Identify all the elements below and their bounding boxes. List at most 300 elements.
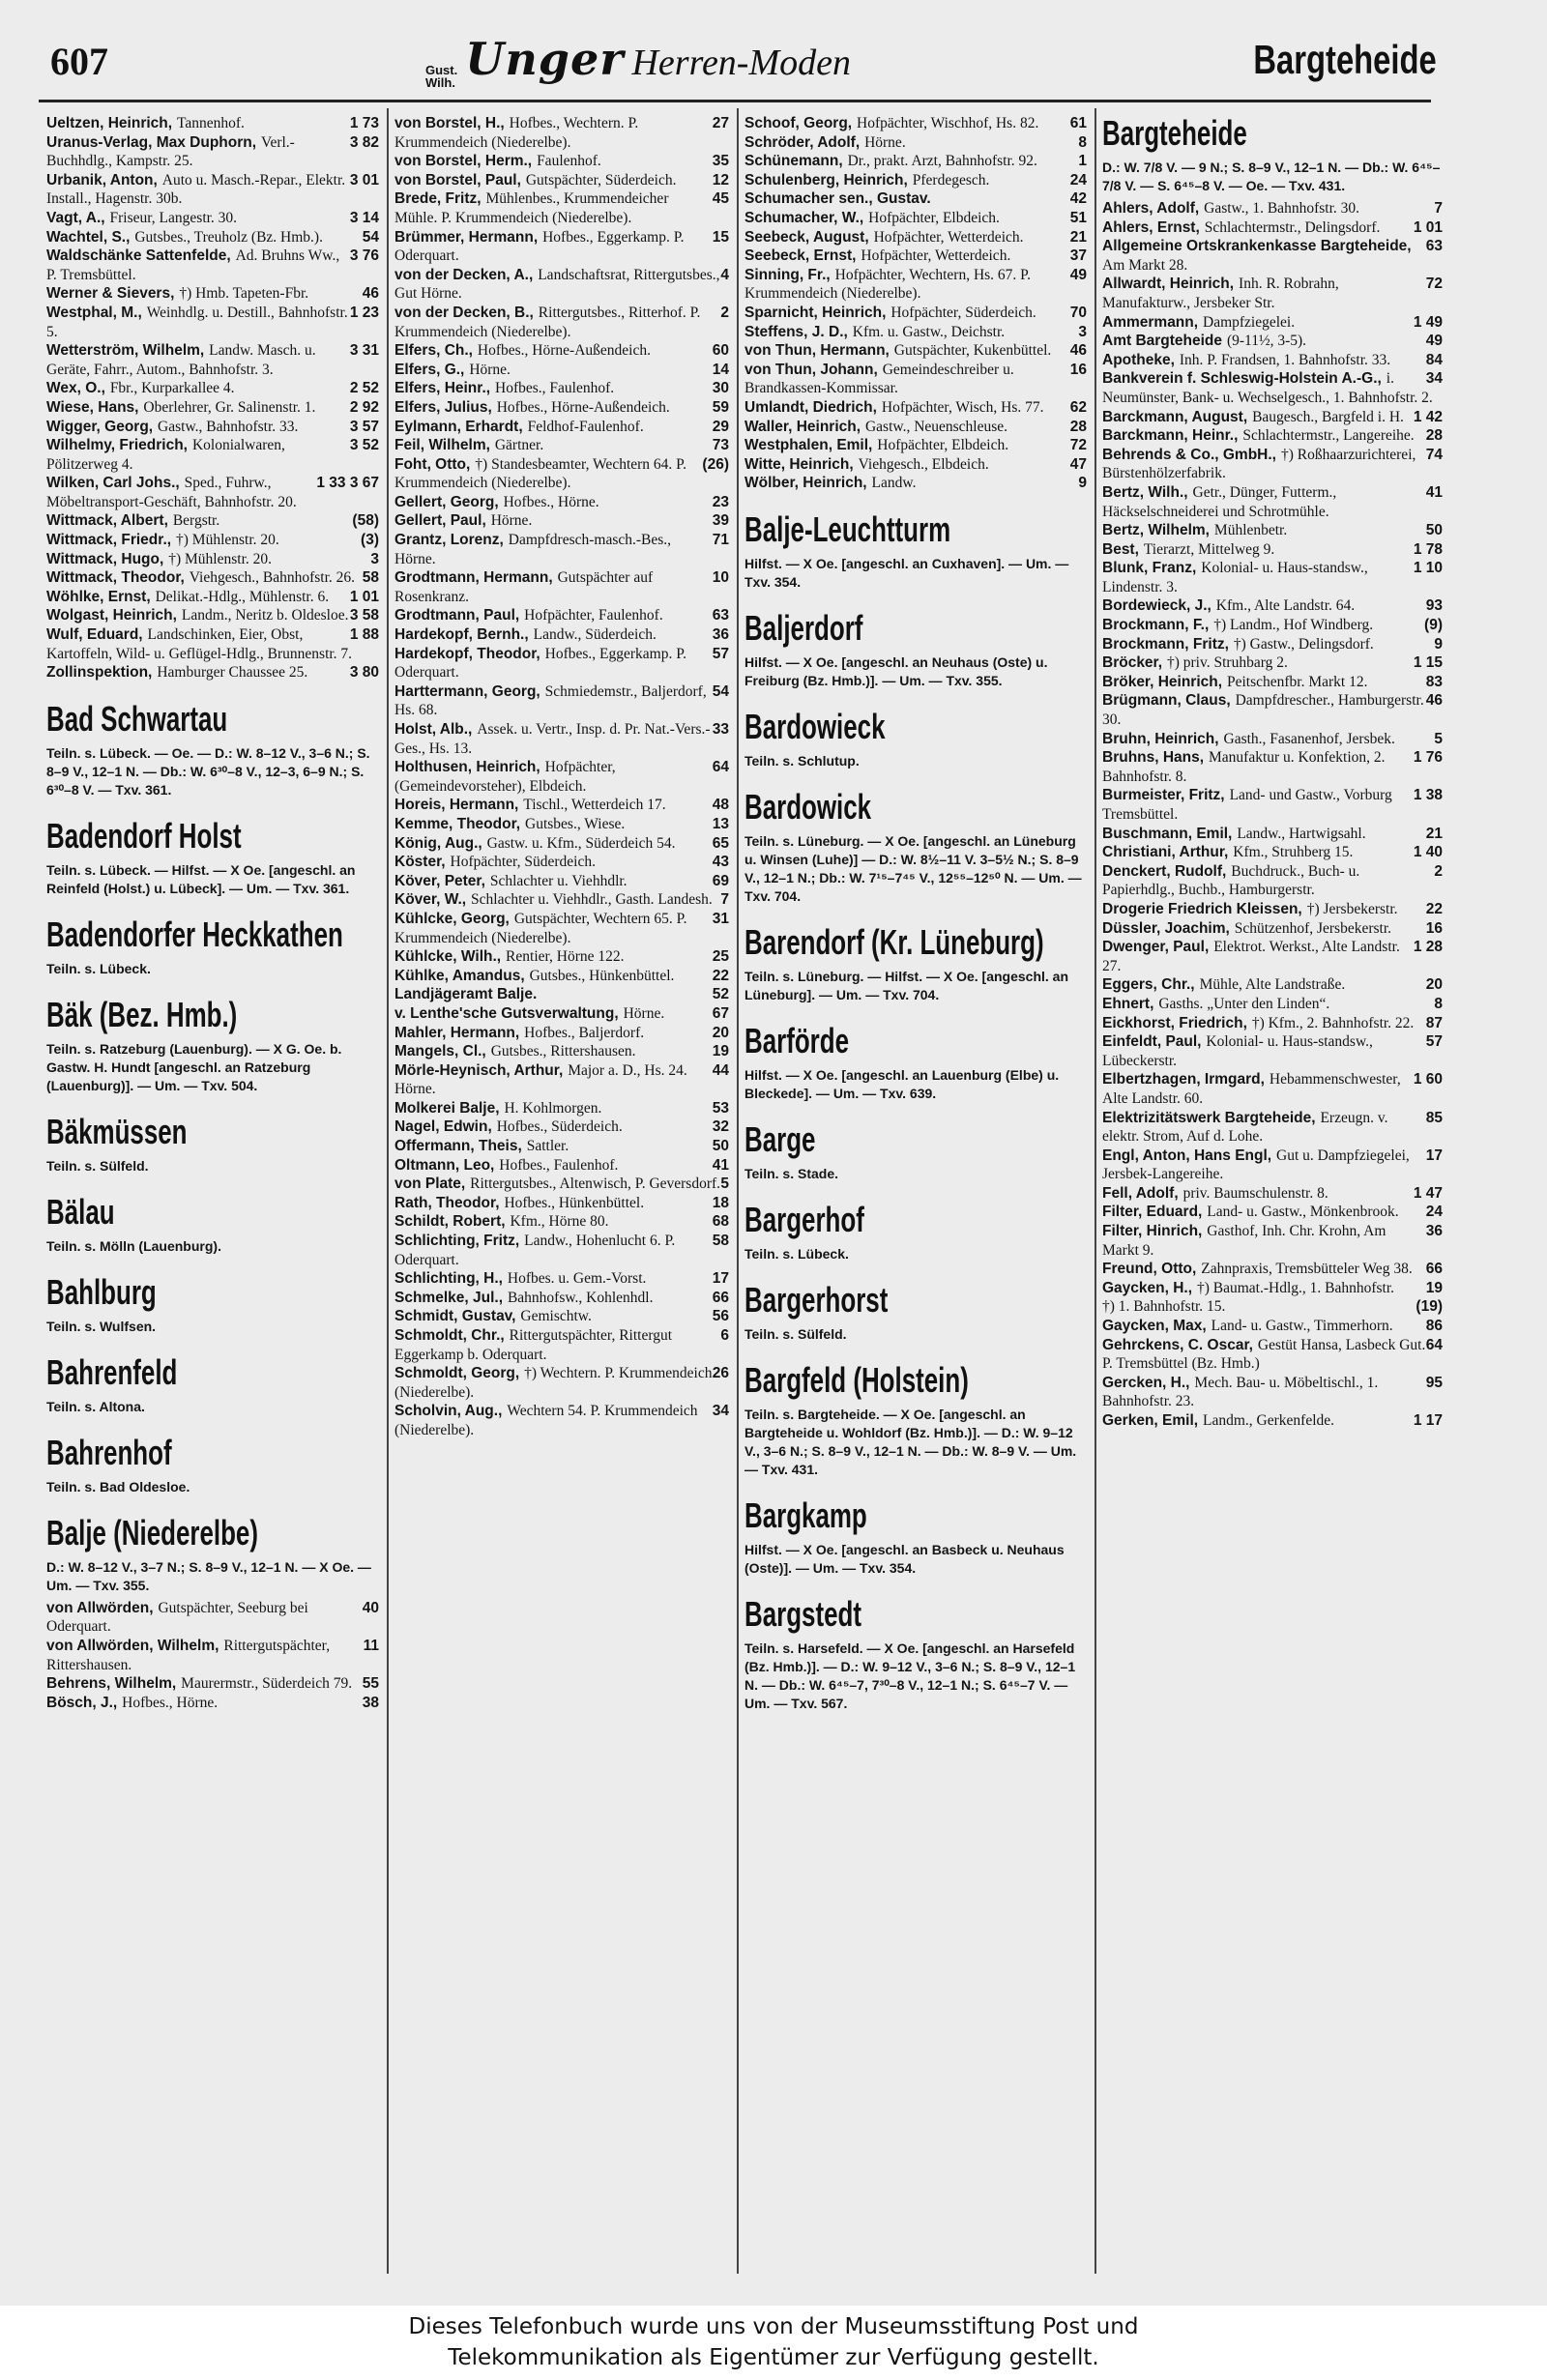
subscriber-details: Rittergutsbes., Altenwisch, P. Geversdorf. bbox=[470, 1175, 721, 1193]
directory-entry bbox=[46, 1637, 379, 1674]
directory-entry bbox=[1102, 559, 1443, 596]
subscriber-details: †) Roßhaarzurichterei, Bürstenhölzerfabrik. bbox=[1102, 446, 1416, 482]
exchange-note: Teiln. s. Stade. bbox=[744, 1165, 838, 1181]
directory-entry bbox=[46, 398, 379, 418]
exchange-note: Teiln. s. Sülfeld. bbox=[744, 1325, 847, 1342]
subscriber-name: Elfers, G., bbox=[394, 361, 465, 378]
phone-number: 1 10 bbox=[1413, 560, 1443, 577]
subscriber-details: Kolonialwaren, Pölitzerweg 4. bbox=[46, 437, 285, 473]
subscriber-name: von Allwörden, bbox=[46, 1599, 154, 1616]
place-heading: Badendorf Holst bbox=[46, 815, 242, 856]
phone-number: 24 bbox=[1069, 171, 1087, 189]
exchange-note: Teiln. s. Mölln (Lauenburg). bbox=[46, 1237, 221, 1254]
subscriber-details: †) Hmb. Tapeten-Fbr. bbox=[179, 285, 309, 303]
subscriber-details: Kfm. u. Gastw., Deichstr. bbox=[852, 323, 1006, 340]
column-divider bbox=[1095, 108, 1096, 2274]
subscriber-name: Köster, bbox=[394, 854, 446, 871]
directory-entry bbox=[1102, 1222, 1443, 1260]
subscriber-details: Elektrot. Werkst., Alte Landstr. 27. bbox=[1102, 939, 1400, 974]
subscriber-name: Wittmack, Theodor, bbox=[46, 569, 185, 587]
subscriber-details: Hofpächter, Wetterdeich. bbox=[873, 228, 1024, 246]
subscriber-name: Ammermann, bbox=[1102, 313, 1199, 331]
subscriber-details: Weinhdlg. u. Destill., Bahnhofstr. 5. bbox=[46, 304, 348, 340]
directory-entry bbox=[1102, 900, 1443, 919]
subscriber-name: Mahler, Hermann, bbox=[394, 1024, 520, 1041]
phone-number: 3 76 bbox=[349, 247, 379, 265]
exchange-note: Hilfst. — X Oe. [angeschl. an Lauenburg (Elbe) u. Bleckede]. — Um. — Txv. 639. bbox=[744, 1066, 1060, 1101]
subscriber-details: Tierarzt, Mittelweg 9. bbox=[1143, 540, 1275, 558]
subscriber-name: Gerken, Emil, bbox=[1102, 1412, 1199, 1429]
exchange-note: Hilfst. — X Oe. [angeschl. an Cuxhaven]. — Um. — Txv. 354. bbox=[744, 555, 1069, 590]
phone-number: 3 58 bbox=[349, 607, 379, 624]
phone-number: 1 76 bbox=[1413, 749, 1443, 767]
subscriber-name: Schildt, Robert, bbox=[394, 1213, 506, 1231]
subscriber-name: Grodtmann, Hermann, bbox=[394, 569, 553, 587]
directory-entry bbox=[394, 1289, 729, 1308]
subscriber-name: Brockmann, Fritz, bbox=[1102, 635, 1229, 653]
phone-number: 41 bbox=[712, 1156, 729, 1174]
directory-entry bbox=[1102, 369, 1443, 407]
subscriber-name: Bröker, Heinrich, bbox=[1102, 673, 1223, 690]
subscriber-details: Mühlenbes., Krummendeicher Mühle. P. Krummendeich (Niederelbe). bbox=[394, 190, 669, 226]
subscriber-name: Elektrizitätswerk Bargteheide, bbox=[1102, 1109, 1316, 1126]
subscriber-name: Denckert, Rudolf, bbox=[1102, 862, 1227, 880]
subscriber-details: Hofpächter, Süderdeich. bbox=[450, 854, 596, 871]
subscriber-name: Schmoldt, Chr., bbox=[394, 1327, 505, 1344]
subscriber-name: Barckmann, Heinr., bbox=[1102, 427, 1239, 445]
subscriber-name: Seebeck, August, bbox=[744, 228, 869, 246]
subscriber-details: Gut u. Dampfziegelei, Jersbek-Langereihe. bbox=[1102, 1146, 1410, 1183]
phone-number: 12 bbox=[712, 171, 729, 189]
subscriber-name: Bertz, Wilh., bbox=[1102, 483, 1188, 501]
subscriber-details: Landw. Masch. u. Geräte, Fahrr., Autom., Bahnhofstr. 3. bbox=[46, 342, 316, 378]
phone-number: 61 bbox=[1069, 115, 1087, 131]
subscriber-details: Gastw., Bahnhofstr. 33. bbox=[158, 418, 299, 435]
directory-entry bbox=[1102, 919, 1443, 939]
directory-entry bbox=[1102, 825, 1443, 844]
subscriber-details: Hörne. bbox=[623, 1004, 665, 1022]
directory-entry bbox=[1102, 862, 1443, 900]
directory-entry bbox=[394, 1175, 729, 1194]
place-heading: Bargerhof bbox=[744, 1199, 864, 1239]
directory-entry bbox=[1102, 1260, 1443, 1279]
place-heading: Barendorf (Kr. Lüneburg) bbox=[744, 921, 1044, 962]
place-heading: Balje-Leuchtturm bbox=[744, 508, 951, 549]
directory-entry bbox=[744, 361, 1087, 398]
subscriber-name: Eggers, Chr., bbox=[1102, 976, 1195, 994]
subscriber-name: von Borstel, Herm., bbox=[394, 153, 533, 170]
page-number: 607 bbox=[50, 40, 108, 83]
exchange-note: Teiln. s. Bargteheide. — X Oe. [angeschl. an Bargteheide u. Wohldorf (Bz. Hmb.)]. — D.: W. 9–12 V., 3–6 N.; S. 8–9 V., 12–1 N. — Db.: W. 8–9 V. — Um. — Txv. 431. bbox=[744, 1406, 1077, 1477]
subscriber-details: Sped., Fuhrw., Möbeltransport-Geschäft, Bahnhofstr. 20. bbox=[46, 475, 297, 510]
subscriber-details: Landm., Neritz b. Oldesloe. bbox=[181, 607, 349, 624]
subscriber-name: Schlichting, Fritz, bbox=[394, 1233, 520, 1250]
phone-number: 1 23 bbox=[349, 304, 379, 321]
directory-entry bbox=[46, 304, 379, 341]
phone-number: 16 bbox=[1069, 361, 1087, 378]
subscriber-name: Zollinspektion, bbox=[46, 664, 153, 682]
phone-number: 21 bbox=[1425, 825, 1443, 842]
directory-entry bbox=[1102, 1411, 1443, 1431]
phone-number: 28 bbox=[1425, 427, 1443, 445]
subscriber-name: Schmelke, Jul., bbox=[394, 1289, 503, 1306]
directory-entry bbox=[1102, 673, 1443, 692]
subscriber-name: Wittmack, Albert, bbox=[46, 512, 168, 530]
directory-entry bbox=[394, 1194, 729, 1213]
phone-number: 36 bbox=[712, 626, 729, 644]
subscriber-name: Köver, Peter, bbox=[394, 872, 485, 889]
subscriber-name: von Plate, bbox=[394, 1175, 466, 1193]
phone-number: 57 bbox=[1425, 1033, 1443, 1051]
phone-number: 3 01 bbox=[349, 171, 379, 189]
directory-entry bbox=[394, 910, 729, 947]
directory-entry bbox=[394, 853, 729, 872]
directory-entry bbox=[394, 1326, 729, 1364]
subscriber-details: Hofpächter, Wetterdeich. bbox=[861, 247, 1011, 265]
directory-entry bbox=[46, 474, 379, 511]
header-rule bbox=[39, 100, 1431, 102]
directory-entry bbox=[46, 1599, 379, 1637]
subscriber-name: Sinning, Fr., bbox=[744, 266, 831, 283]
subscriber-name: Landjägeramt Balje. bbox=[394, 986, 538, 1003]
directory-entry bbox=[394, 455, 729, 493]
subscriber-details: Land- u. Gastw., Timmerhorn. bbox=[1211, 1318, 1393, 1335]
directory-entry bbox=[394, 171, 729, 190]
subscriber-details: priv. Baumschulenstr. 8. bbox=[1182, 1184, 1328, 1202]
place-heading: Bargfeld (Holstein) bbox=[744, 1359, 969, 1400]
subscriber-details: †) Mühlenstr. 20. bbox=[168, 550, 273, 567]
phone-number: 47 bbox=[1069, 455, 1087, 473]
directory-entry bbox=[744, 341, 1087, 361]
place-heading: Balje (Niederelbe) bbox=[46, 1512, 258, 1553]
directory-entry bbox=[394, 682, 729, 720]
directory-entry bbox=[744, 209, 1087, 228]
subscriber-details: Land- und Gastw., Vorburg Tremsbüttel. bbox=[1102, 787, 1392, 823]
directory-entry bbox=[1102, 1336, 1443, 1374]
subscriber-name: Behrends & Co., GmbH., bbox=[1102, 446, 1276, 463]
phone-number: 1 42 bbox=[1413, 408, 1443, 425]
subscriber-name: Molkerei Balje, bbox=[394, 1099, 500, 1117]
subscriber-details: Schützenhof, Jersbekerstr. bbox=[1234, 919, 1392, 937]
phone-number: 65 bbox=[712, 834, 729, 852]
subscriber-name: Dwenger, Paul, bbox=[1102, 939, 1210, 956]
phone-number: 46 bbox=[1425, 692, 1443, 710]
phone-number: 68 bbox=[712, 1213, 729, 1231]
subscriber-details: Hofpächter, Elbdeich. bbox=[877, 437, 1009, 454]
directory-entry bbox=[394, 815, 729, 834]
directory-entry bbox=[1102, 748, 1443, 786]
directory-entry bbox=[1102, 1146, 1443, 1184]
phone-number: 41 bbox=[1425, 483, 1443, 501]
directory-entry bbox=[46, 588, 379, 607]
phone-number: 3 31 bbox=[349, 342, 379, 360]
directory-entry bbox=[744, 323, 1087, 342]
exchange-note: Teiln. s. Lübeck. bbox=[744, 1245, 849, 1262]
subscriber-details: Mech. Bau- u. Möbeltischl., 1. Bahnhofstr. 23. bbox=[1102, 1374, 1379, 1410]
phone-number: 73 bbox=[712, 437, 729, 454]
phone-number: 33 bbox=[712, 721, 729, 738]
subscriber-details: Inh. R. Robrahn, Manufakturw., Jersbeker Str. bbox=[1102, 276, 1339, 311]
subscriber-details: Hofpächter, Faulenhof. bbox=[524, 607, 663, 624]
phone-number: 53 bbox=[712, 1099, 729, 1117]
directory-entry bbox=[1102, 1070, 1443, 1108]
running-place-heading: Bargteheide bbox=[1253, 37, 1437, 82]
subscriber-details: Baugesch., Bargfeld i. H. bbox=[1252, 408, 1404, 425]
phone-number: 1 17 bbox=[1413, 1412, 1443, 1429]
directory-entry bbox=[46, 379, 379, 398]
subscriber-name: von Thun, Hermann, bbox=[744, 342, 890, 360]
subscriber-details: Kolonial- u. Haus-standsw., Lindenstr. 3. bbox=[1102, 560, 1368, 595]
exchange-note: Teiln. s. Lübeck. — Oe. — D.: W. 8–12 V., 3–6 N.; S. 8–9 V., 12–1 N. — Db.: W. 6³⁰–8 V., 12–3, 6–9 N.; S. 6³⁰–8 V. — Txv. 361. bbox=[46, 744, 370, 798]
subscriber-name: Vagt, A., bbox=[46, 209, 105, 226]
phone-number: 32 bbox=[712, 1118, 729, 1136]
phone-number: 2 52 bbox=[349, 380, 379, 397]
directory-entry bbox=[46, 436, 379, 474]
subscriber-details: Auto u. Masch.-Repar., Elektr. Install., Hagenstr. 30b. bbox=[46, 171, 346, 208]
subscriber-name: Offermann, Theis, bbox=[394, 1138, 522, 1155]
subscriber-details: Landw., Süderdeich. bbox=[533, 626, 657, 644]
directory-column-1 bbox=[46, 114, 379, 2299]
subscriber-details: Dr., prakt. Arzt, Bahnhofstr. 92. bbox=[847, 153, 1037, 170]
subscriber-details: Gutsbes., Rittershausen. bbox=[490, 1043, 636, 1060]
subscriber-name: Waldschänke Sattenfelde, bbox=[46, 247, 231, 265]
phone-number: 40 bbox=[362, 1599, 379, 1616]
subscriber-details: Gasths. „Unter den Linden“. bbox=[1158, 995, 1330, 1012]
subscriber-details: Gutsbes., Treuholz (Bz. Hmb.). bbox=[134, 228, 323, 246]
directory-entry bbox=[394, 152, 729, 171]
subscriber-details: Major a. D., Hs. 24. Hörne. bbox=[394, 1061, 687, 1098]
subscriber-name: von Allwörden, Wilhelm, bbox=[46, 1638, 219, 1654]
subscriber-name: Kühlke, Amandus, bbox=[394, 967, 525, 984]
subscriber-details: Hofbes. u. Gem.-Vorst. bbox=[507, 1270, 647, 1288]
directory-entry bbox=[46, 247, 379, 284]
subscriber-name: Uranus-Verlag, Max Duphorn, bbox=[46, 133, 257, 151]
phone-number: 74 bbox=[1425, 446, 1443, 463]
subscriber-details: Land- u. Gastw., Mönkenbrook. bbox=[1207, 1204, 1399, 1221]
subscriber-details: Dampfziegelei. bbox=[1203, 313, 1296, 331]
subscriber-details: Schlachtermstr., Delingsdorf. bbox=[1204, 218, 1381, 236]
phone-number: 66 bbox=[712, 1289, 729, 1306]
directory-entry bbox=[46, 171, 379, 209]
subscriber-details: Manufaktur u. Konfektion, 2. Bahnhofstr. 8. bbox=[1102, 749, 1386, 785]
subscriber-name: Amt Bargteheide bbox=[1102, 333, 1223, 350]
place-heading: Bargteheide bbox=[1102, 114, 1247, 153]
exchange-note: Teiln. s. Lüneburg. — X Oe. [angeschl. an Lüneburg u. Winsen (Luhe)] — D.: W. 8½–11 V. 3–5½ N.; S. 8–9 V., 12–1 N.; Db.: W. 7¹⁵–7⁴⁵ V., 12⁵⁵–12⁵⁰ N. — Um. — Txv. 704. bbox=[744, 832, 1082, 904]
phone-number: 85 bbox=[1425, 1109, 1443, 1126]
subscriber-details: Am Markt 28. bbox=[1102, 256, 1188, 274]
subscriber-details: Hofbes., Hörne-Außendeich. bbox=[477, 342, 651, 360]
phone-number: 20 bbox=[712, 1024, 729, 1041]
subscriber-name: Hardekopf, Theodor, bbox=[394, 645, 540, 662]
directory-entry bbox=[46, 663, 379, 682]
directory-entry bbox=[744, 304, 1087, 323]
subscriber-details: Hofbes., Faulenhof. bbox=[499, 1156, 619, 1174]
phone-number: 1 73 bbox=[349, 115, 379, 131]
subscriber-details: Gutspächter, Süderdeich. bbox=[525, 171, 677, 189]
subscriber-details: Inh. P. Frandsen, 1. Bahnhofstr. 33. bbox=[1179, 351, 1391, 368]
subscriber-details: Assek. u. Vertr., Insp. d. Pr. Nat.-Vers.-Ges., Hs. 13. bbox=[394, 721, 711, 757]
phone-number: 44 bbox=[712, 1061, 729, 1079]
exchange-note: Teiln. s. Altona. bbox=[46, 1398, 145, 1414]
subscriber-details: Hörne. bbox=[490, 512, 533, 530]
subscriber-name: Schröder, Adolf, bbox=[744, 133, 861, 151]
subscriber-name: Bruhns, Hans, bbox=[1102, 749, 1205, 767]
phone-number: 11 bbox=[363, 1638, 379, 1654]
subscriber-name: Holst, Alb., bbox=[394, 721, 473, 738]
subscriber-details: Hofbes., Hörne. bbox=[122, 1694, 219, 1711]
directory-entry bbox=[46, 550, 379, 569]
directory-entry bbox=[1102, 1032, 1443, 1070]
exchange-note: Teiln. s. Schlutup. bbox=[744, 752, 860, 769]
subscriber-details: Gemischtw. bbox=[520, 1308, 592, 1325]
phone-number: 34 bbox=[1425, 370, 1443, 388]
subscriber-name: Wigger, Georg, bbox=[46, 418, 154, 435]
directory-entry bbox=[394, 1307, 729, 1326]
subscriber-name: Kühlcke, Wilh., bbox=[394, 948, 502, 966]
subscriber-name: Schmidt, Gustav, bbox=[394, 1308, 516, 1325]
subscriber-name: Blunk, Franz, bbox=[1102, 560, 1197, 577]
phone-number: 3 82 bbox=[349, 133, 379, 151]
directory-entry bbox=[394, 606, 729, 625]
directory-entry bbox=[1102, 218, 1443, 238]
subscriber-name: Wilhelmy, Friedrich, bbox=[46, 437, 188, 454]
directory-entry bbox=[1102, 275, 1443, 312]
phone-number: 55 bbox=[362, 1675, 379, 1693]
subscriber-name: von der Decken, B., bbox=[394, 304, 534, 321]
subscriber-details: Dampfdrescher., Hamburgerstr. 30. bbox=[1102, 692, 1424, 729]
subscriber-name: von der Decken, A., bbox=[394, 266, 534, 283]
phone-number: 24 bbox=[1425, 1204, 1443, 1221]
phone-number: 29 bbox=[712, 418, 729, 435]
phone-number: 13 bbox=[712, 815, 729, 832]
phone-number: 43 bbox=[712, 854, 729, 871]
phone-number: 2 bbox=[720, 304, 729, 321]
phone-number: 36 bbox=[1425, 1223, 1443, 1240]
phone-number: 19 bbox=[1425, 1279, 1443, 1296]
subscriber-details: Rentier, Hörne 122. bbox=[506, 948, 625, 966]
place-heading: Bahlburg bbox=[46, 1271, 157, 1312]
phone-number: 51 bbox=[1069, 209, 1087, 226]
subscriber-details: Hofpächter, Wisch, Hs. 77. bbox=[881, 398, 1044, 416]
directory-entry bbox=[394, 967, 729, 986]
subscriber-details: Hofbes., Eggerkamp. P. Oderquart. bbox=[394, 228, 685, 265]
directory-entry bbox=[394, 228, 729, 266]
subscriber-name: Gellert, Paul, bbox=[394, 512, 486, 530]
subscriber-name: Sparnicht, Heinrich, bbox=[744, 304, 887, 321]
directory-column-3 bbox=[744, 114, 1087, 2299]
subscriber-details: Verl.-Buchhdlg., Kampstr. 25. bbox=[46, 133, 295, 170]
subscriber-details: Bergstr. bbox=[172, 512, 220, 530]
subscriber-name: Gaycken, Max, bbox=[1102, 1318, 1207, 1335]
subscriber-details: †) Mühlenstr. 20. bbox=[176, 532, 279, 549]
subscriber-details: H. Kohlmorgen. bbox=[504, 1099, 602, 1117]
directory-entry bbox=[394, 531, 729, 568]
subscriber-name: Wetterström, Wilhelm, bbox=[46, 342, 205, 360]
subscriber-details: Dampfdresch-masch.-Bes., Hörne. bbox=[394, 532, 672, 567]
phone-number: 42 bbox=[1069, 190, 1087, 208]
subscriber-name: Scholvin, Aug., bbox=[394, 1403, 503, 1420]
phone-number: 95 bbox=[1425, 1374, 1443, 1391]
directory-entry bbox=[394, 645, 729, 682]
directory-entry bbox=[394, 436, 729, 455]
directory-entry bbox=[1102, 332, 1443, 351]
subscriber-details: Kolonial- u. Haus-standsw., Lübeckerstr. bbox=[1102, 1033, 1373, 1069]
subscriber-name: Bankverein f. Schleswig-Holstein A.-G., bbox=[1102, 370, 1382, 388]
phone-number: 7 bbox=[720, 891, 729, 909]
phone-number: 3 52 bbox=[349, 437, 379, 454]
exchange-note: Teiln. s. Harsefeld. — X Oe. [angeschl. an Harsefeld (Bz. Hmb.)]. — D.: W. 9–12 V., 3–6 N.; S. 8–9 V., 12–1 N. — Db.: W. 6⁴⁵–7, 7³⁰–8 V., 12–1 N.; S. 6⁴⁵–7 V. — Um. — Txv. 567. bbox=[744, 1640, 1076, 1711]
subscriber-name: Wachtel, S., bbox=[46, 228, 131, 246]
subscriber-name: Wittmack, Friedr., bbox=[46, 532, 172, 549]
directory-entry bbox=[744, 418, 1087, 437]
place-heading: Bardowieck bbox=[744, 706, 886, 746]
directory-entry bbox=[1102, 446, 1443, 483]
directory-entry bbox=[46, 531, 379, 550]
directory-entry bbox=[1102, 521, 1443, 540]
subscriber-name: Düssler, Joachim, bbox=[1102, 919, 1230, 937]
subscriber-name: Schulenberg, Heinrich, bbox=[744, 171, 908, 189]
subscriber-name: Elfers, Julius, bbox=[394, 398, 492, 416]
directory-entry bbox=[1102, 730, 1443, 749]
phone-number: (26) bbox=[702, 455, 729, 473]
subscriber-details: Hörne. bbox=[469, 361, 511, 378]
directory-entry bbox=[1102, 691, 1443, 729]
subscriber-details: Kfm., Hörne 80. bbox=[510, 1213, 609, 1231]
subscriber-name: Allwardt, Heinrich, bbox=[1102, 276, 1235, 293]
phone-number: 8 bbox=[1078, 133, 1087, 151]
subscriber-name: Barckmann, August, bbox=[1102, 408, 1248, 425]
phone-number: 46 bbox=[362, 285, 379, 303]
subscriber-details: Bahnhofsw., Kohlenhdl. bbox=[507, 1289, 654, 1306]
phone-number: 3 57 bbox=[349, 418, 379, 435]
subscriber-details: Oberlehrer, Gr. Salinenstr. 1. bbox=[143, 398, 316, 416]
subscriber-name: Ahlers, Ernst, bbox=[1102, 218, 1200, 236]
subscriber-name: Elbertzhagen, Irmgard, bbox=[1102, 1071, 1265, 1088]
phone-number: 35 bbox=[712, 153, 729, 170]
phone-number: (9) bbox=[1424, 617, 1443, 634]
subscriber-name: Rath, Theodor, bbox=[394, 1194, 500, 1211]
ad-small-labels bbox=[425, 64, 457, 89]
subscriber-details: Kfm., Struhberg 15. bbox=[1233, 844, 1354, 861]
phone-number: 25 bbox=[712, 948, 729, 966]
subscriber-details: Hamburger Chaussee 25. bbox=[157, 664, 308, 682]
directory-entry bbox=[394, 418, 729, 437]
subscriber-name: Hardekopf, Bernh., bbox=[394, 626, 529, 644]
phone-number: 57 bbox=[712, 645, 729, 662]
directory-entry bbox=[46, 511, 379, 531]
phone-number: 93 bbox=[1425, 597, 1443, 615]
phone-number: 7 bbox=[1434, 200, 1443, 217]
subscriber-details: Zahnpraxis, Tremsbütteler Weg 38. bbox=[1201, 1261, 1413, 1278]
ad-small-label-2: Wilh. bbox=[425, 75, 455, 90]
subscriber-name: Burmeister, Fritz, bbox=[1102, 787, 1225, 804]
archive-footer bbox=[0, 2306, 1547, 2380]
directory-entry bbox=[1102, 596, 1443, 616]
subscriber-name: von Thun, Johann, bbox=[744, 361, 878, 378]
subscriber-details: Hofbes., Süderdeich. bbox=[496, 1118, 623, 1136]
place-heading: Bardowick bbox=[744, 786, 872, 827]
phone-number: 3 80 bbox=[349, 664, 379, 682]
directory-entry bbox=[46, 284, 379, 304]
directory-entry bbox=[1102, 199, 1443, 218]
subscriber-name: Ahlers, Adolf, bbox=[1102, 200, 1200, 217]
subscriber-details: Landm., Gerkenfelde. bbox=[1203, 1412, 1335, 1429]
subscriber-name: Bertz, Wilhelm, bbox=[1102, 522, 1210, 539]
subscriber-details: Hofbes., Hörne-Außendeich. bbox=[496, 398, 670, 416]
phone-number: 58 bbox=[362, 569, 379, 587]
subscriber-name: Bösch, J., bbox=[46, 1694, 118, 1711]
phone-number: 19 bbox=[712, 1043, 729, 1060]
